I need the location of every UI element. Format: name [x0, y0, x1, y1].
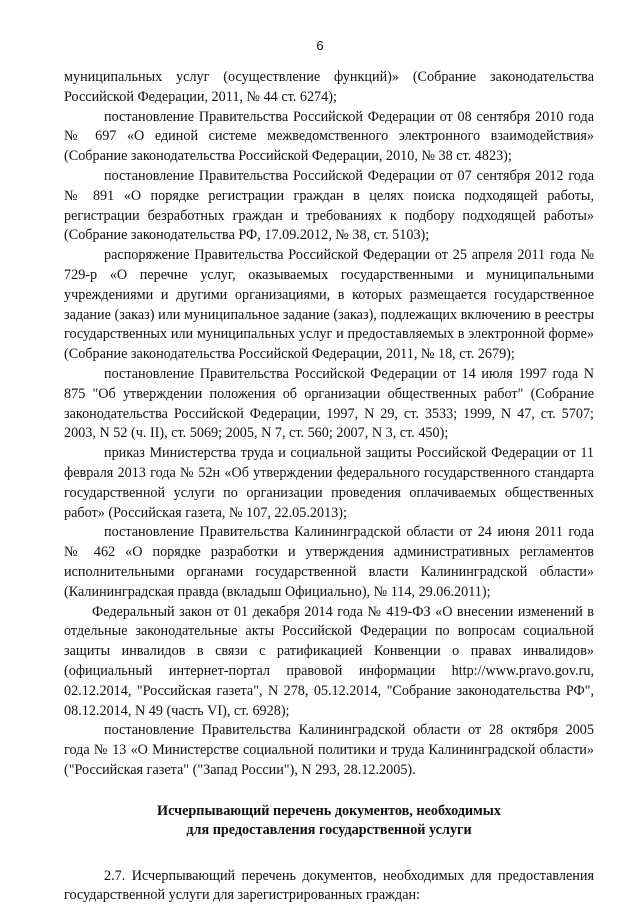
page-number: 6	[316, 38, 324, 53]
paragraph-continuation: муниципальных услуг (осуществление функций)» (Собрание законодательства Российской Федерации, 2011, № 44 ст. 6274);	[64, 69, 594, 105]
section-heading	[64, 802, 594, 840]
paragraph-order-729r: распоряжение Правительства Российской Федерации от 25 апреля 2011 года № 729-р «О перечне услуг, оказываемых государственными и муниципальными учреждениями и другими организациями, в которых размещается государственное задание (заказ) или муниципальное задание (заказ), подлежащих включению в реестры государственных или муниципальных услуг и предоставляемых в электронной форме» (Собрание законодательства Российской Федерации, 2011, № 18, ст. 2679);	[64, 247, 594, 363]
paragraph-decree-697: постановление Правительства Российской Федерации от 08 сентября 2010 года № 697 «О единой системе межведомственного электронного взаимодействия» (Собрание законодательства Российской Федерации, 2010, № 38 ст. 4823);	[64, 108, 594, 165]
paragraph-decree-875: постановление Правительства Российской Федерации от 14 июля 1997 года N 875 "Об утверждении положения об организации общественных работ" (Собрание законодательства Российской Федерации, 1997, N 29, ст. 3533; 1999, N 47, ст. 5707; 2003, N 52 (ч. II), ст. 5069; 2005, N 7, ст. 560; 2007, N 3, ст. 450);	[64, 365, 594, 442]
section-heading-line-1: Исчерпывающий перечень документов, необходимых	[157, 802, 501, 819]
paragraph-decree-13: постановление Правительства Калининградской области от 28 октября 2005 года № 13 «О Министерстве социальной политики и труда Калининградской области» ("Российская газета" ("Запад России"), N 293, 28.12.2005).	[64, 722, 594, 778]
document-body	[64, 68, 594, 906]
paragraph-law-419fz: Федеральный закон от 01 декабря 2014 года № 419-ФЗ «О внесении изменений в отдельные законодательные акты Российской Федерации по вопросам социальной защиты инвалидов в связи с ратификацией Конвенции о правах инвалидов» (официальный интернет-портал правовой информации http://www.pravo.gov.ru, 02.12.2014, "Российская газета", N 278, 05.12.2014, "Собрание законодательства РФ", 08.12.2014, N 49 (часть VI), ст. 6928);	[64, 603, 594, 719]
section-heading-line-2: для предоставления государственной услуги	[186, 821, 472, 838]
paragraph-order-52n: приказ Министерства труда и социальной защиты Российской Федерации от 11 февраля 2013 года № 52н «Об утверждении федерального государственного стандарта государственной услуги по организации проведения оплачиваемых общественных работ» (Российская газета, № 107, 22.05.2013);	[64, 445, 594, 521]
paragraph-decree-891: постановление Правительства Российской Федерации от 07 сентября 2012 года № 891 «О порядке регистрации граждан в целях поиска подходящей работы, регистрации безработных граждан и требованиях к подбору подходящей работы» (Собрание законодательства РФ, 17.09.2012, № 38, ст. 5103);	[64, 167, 594, 244]
paragraph-2-7: 2.7. Исчерпывающий перечень документов, необходимых для предоставления государственной услуги для зарегистрированных граждан:	[64, 867, 594, 904]
paragraph-decree-462: постановление Правительства Калининградской области от 24 июня 2011 года № 462 «О порядке разработки и утверждения административных регламентов исполнительными органами государственной власти Калининградской области» (Калининградская правда (вкладыш Официально), № 114, 29.06.2011);	[64, 524, 594, 600]
